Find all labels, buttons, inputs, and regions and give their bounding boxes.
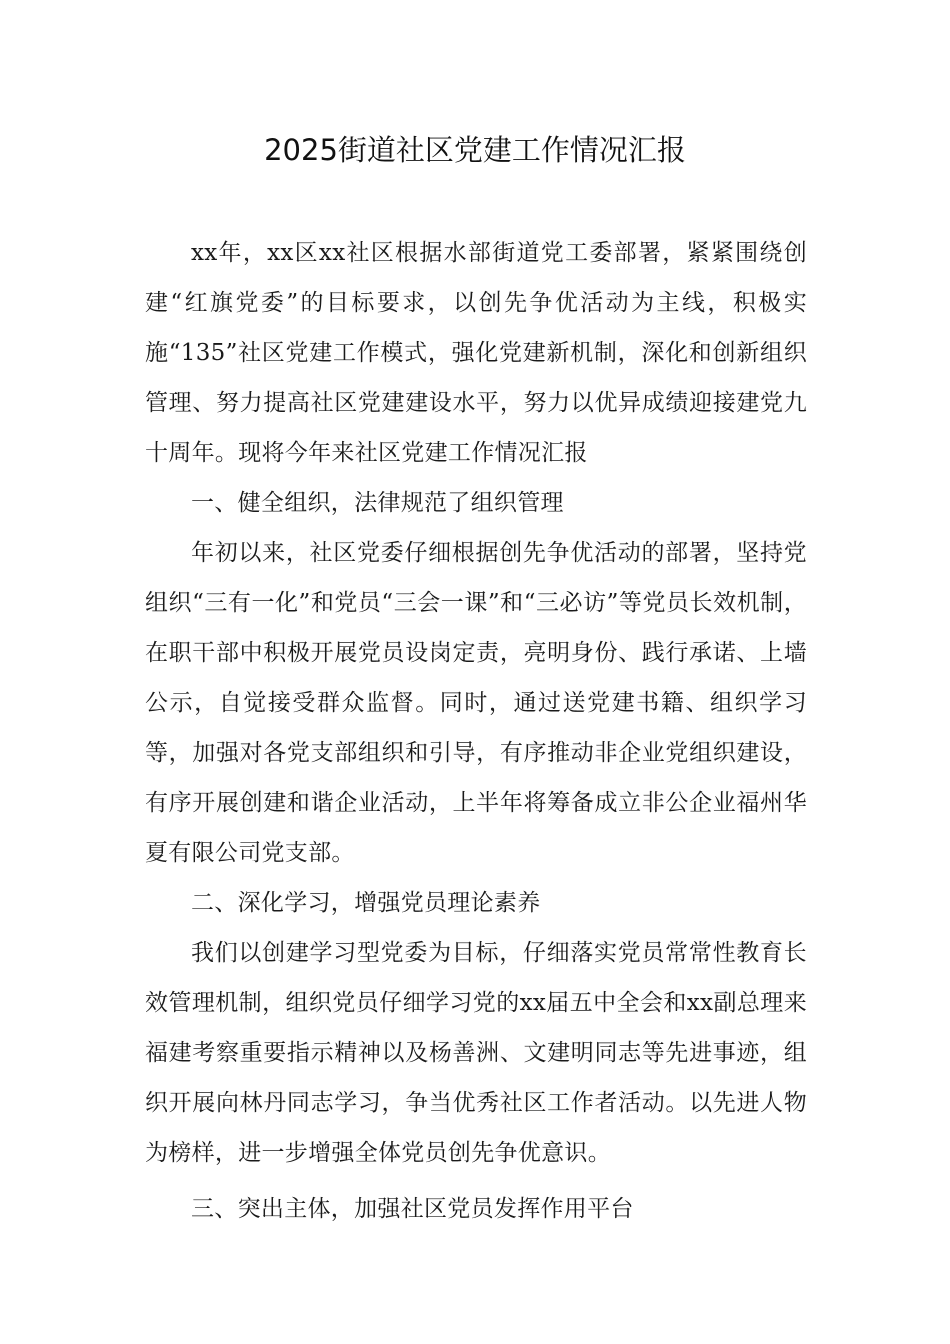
- section-heading-2: 二、深化学习，增强党员理论素养: [191, 890, 541, 916]
- section-heading-3: 三、突出主体，加强社区党员发挥作用平台: [191, 1196, 634, 1222]
- section-2-paragraph: 我们以创建学习型党委为目标，仔细落实党员常常性教育长效管理机制，组织党员仔细学习党的xx届五中全会和xx副总理来福建考察重要指示精神以及杨善洲、文建明同志等先进事迹，组织开展向林丹同志学习，争当优秀社区工作者活动。以先进人物为榜样，进一步增强全体党员创先争优意识。: [145, 940, 807, 1166]
- section-heading-1: 一、健全组织，法律规范了组织管理: [191, 490, 564, 516]
- document-body: [145, 228, 807, 1234]
- section-1-paragraph: 年初以来，社区党委仔细根据创先争优活动的部署，坚持党组织“三有一化”和党员“三会一课”和“三必访”等党员长效机制，在职干部中积极开展党员设岗定责，亮明身份、践行承诺、上墙公示，自觉接受群众监督。同时，通过送党建书籍、组织学习等，加强对各党支部组织和引导，有序推动非企业党组织建设，有序开展创建和谐企业活动，上半年将筹备成立非公企业福州华夏有限公司党支部。: [145, 540, 807, 866]
- intro-paragraph: xx年，xx区xx社区根据水部街道党工委部署，紧紧围绕创建“红旗党委”的目标要求，以创先争优活动为主线，积极实施“135”社区党建工作模式，强化党建新机制，深化和创新组织管理、努力提高社区党建建设水平，努力以优异成绩迎接建党九十周年。现将今年来社区党建工作情况汇报: [145, 240, 807, 466]
- document-title: 2025街道社区党建工作情况汇报: [264, 133, 686, 167]
